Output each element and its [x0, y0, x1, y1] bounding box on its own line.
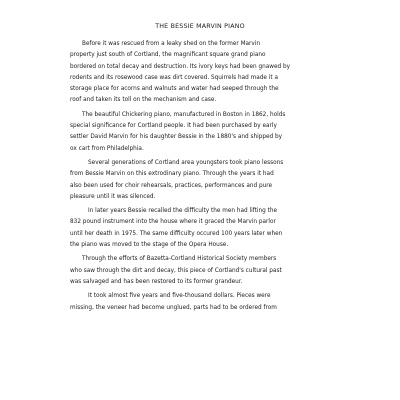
text-line: rodents and its rosewood case was dirt covered. Squirrels had made it a — [70, 74, 278, 81]
text-line: ox cart from Philadelphia. — [70, 145, 144, 152]
text-line: The beautiful Chickering piano, manufactured in Boston in 1862, holds — [82, 111, 286, 118]
text-line: Before it was rescued from a leaky shed on the former Marvin — [82, 41, 261, 47]
paragraph-5 — [70, 254, 352, 288]
text-line: 832 pound instrument into the house where it graced the Marvin parlor — [70, 219, 276, 226]
text-line: special significance for Cortland people. It had been purchased by early — [70, 123, 277, 130]
text-line: roof and taken its toll on the mechanism and case. — [70, 97, 217, 104]
paragraph-1 — [70, 39, 352, 107]
text-line: was salvaged and has been restored to its former grandeur. — [70, 278, 243, 285]
text-line: It took almost five years and five-thousand dollars. Pieces were — [88, 293, 271, 300]
text-line: In later years Bessie recalled the difficulty the men had lifting the — [88, 208, 278, 215]
paragraph-4 — [70, 206, 352, 251]
text-line: bordered on total decay and destruction. Its ivory keys had been gnawed by — [70, 63, 291, 70]
text-line: who saw through the dirt and decay, this piece of Cortland's cultural past — [70, 267, 282, 274]
document-title: THE BESSIE MARVIN PIANO — [155, 23, 245, 30]
text-line: the piano was moved to the stage of the Opera House. — [70, 242, 229, 249]
paragraph-2 — [70, 110, 352, 155]
text-line: from Bessie Marvin on this extrodinary piano. Through the years it had — [70, 171, 274, 178]
text-line: storage place for acorns and walnuts and water had seeped through the — [70, 86, 279, 93]
text-line: until her death in 1975. The same difficulty occured 100 years later when — [70, 230, 283, 237]
text-line: Through the efforts of Bazetta-Cortland Historical Society members — [82, 256, 277, 263]
text-line: Several generations of Cortland area youngsters took piano lessons — [88, 159, 284, 166]
paragraph-3 — [70, 158, 352, 203]
text-line: settler David Marvin for his daughter Bessie in the 1880's and shipped by — [70, 134, 283, 141]
text-line: missing, the veneer had become unglued, parts had to be ordered from — [70, 304, 277, 311]
text-line: pleasure until it was silenced. — [70, 193, 156, 200]
document-body — [70, 39, 352, 314]
paragraph-6 — [70, 291, 352, 314]
text-line: also been used for choir rehearsals, practices, performances and pure — [70, 182, 273, 189]
text-line: property just south of Cortland, the magnificant square grand piano — [70, 52, 266, 59]
